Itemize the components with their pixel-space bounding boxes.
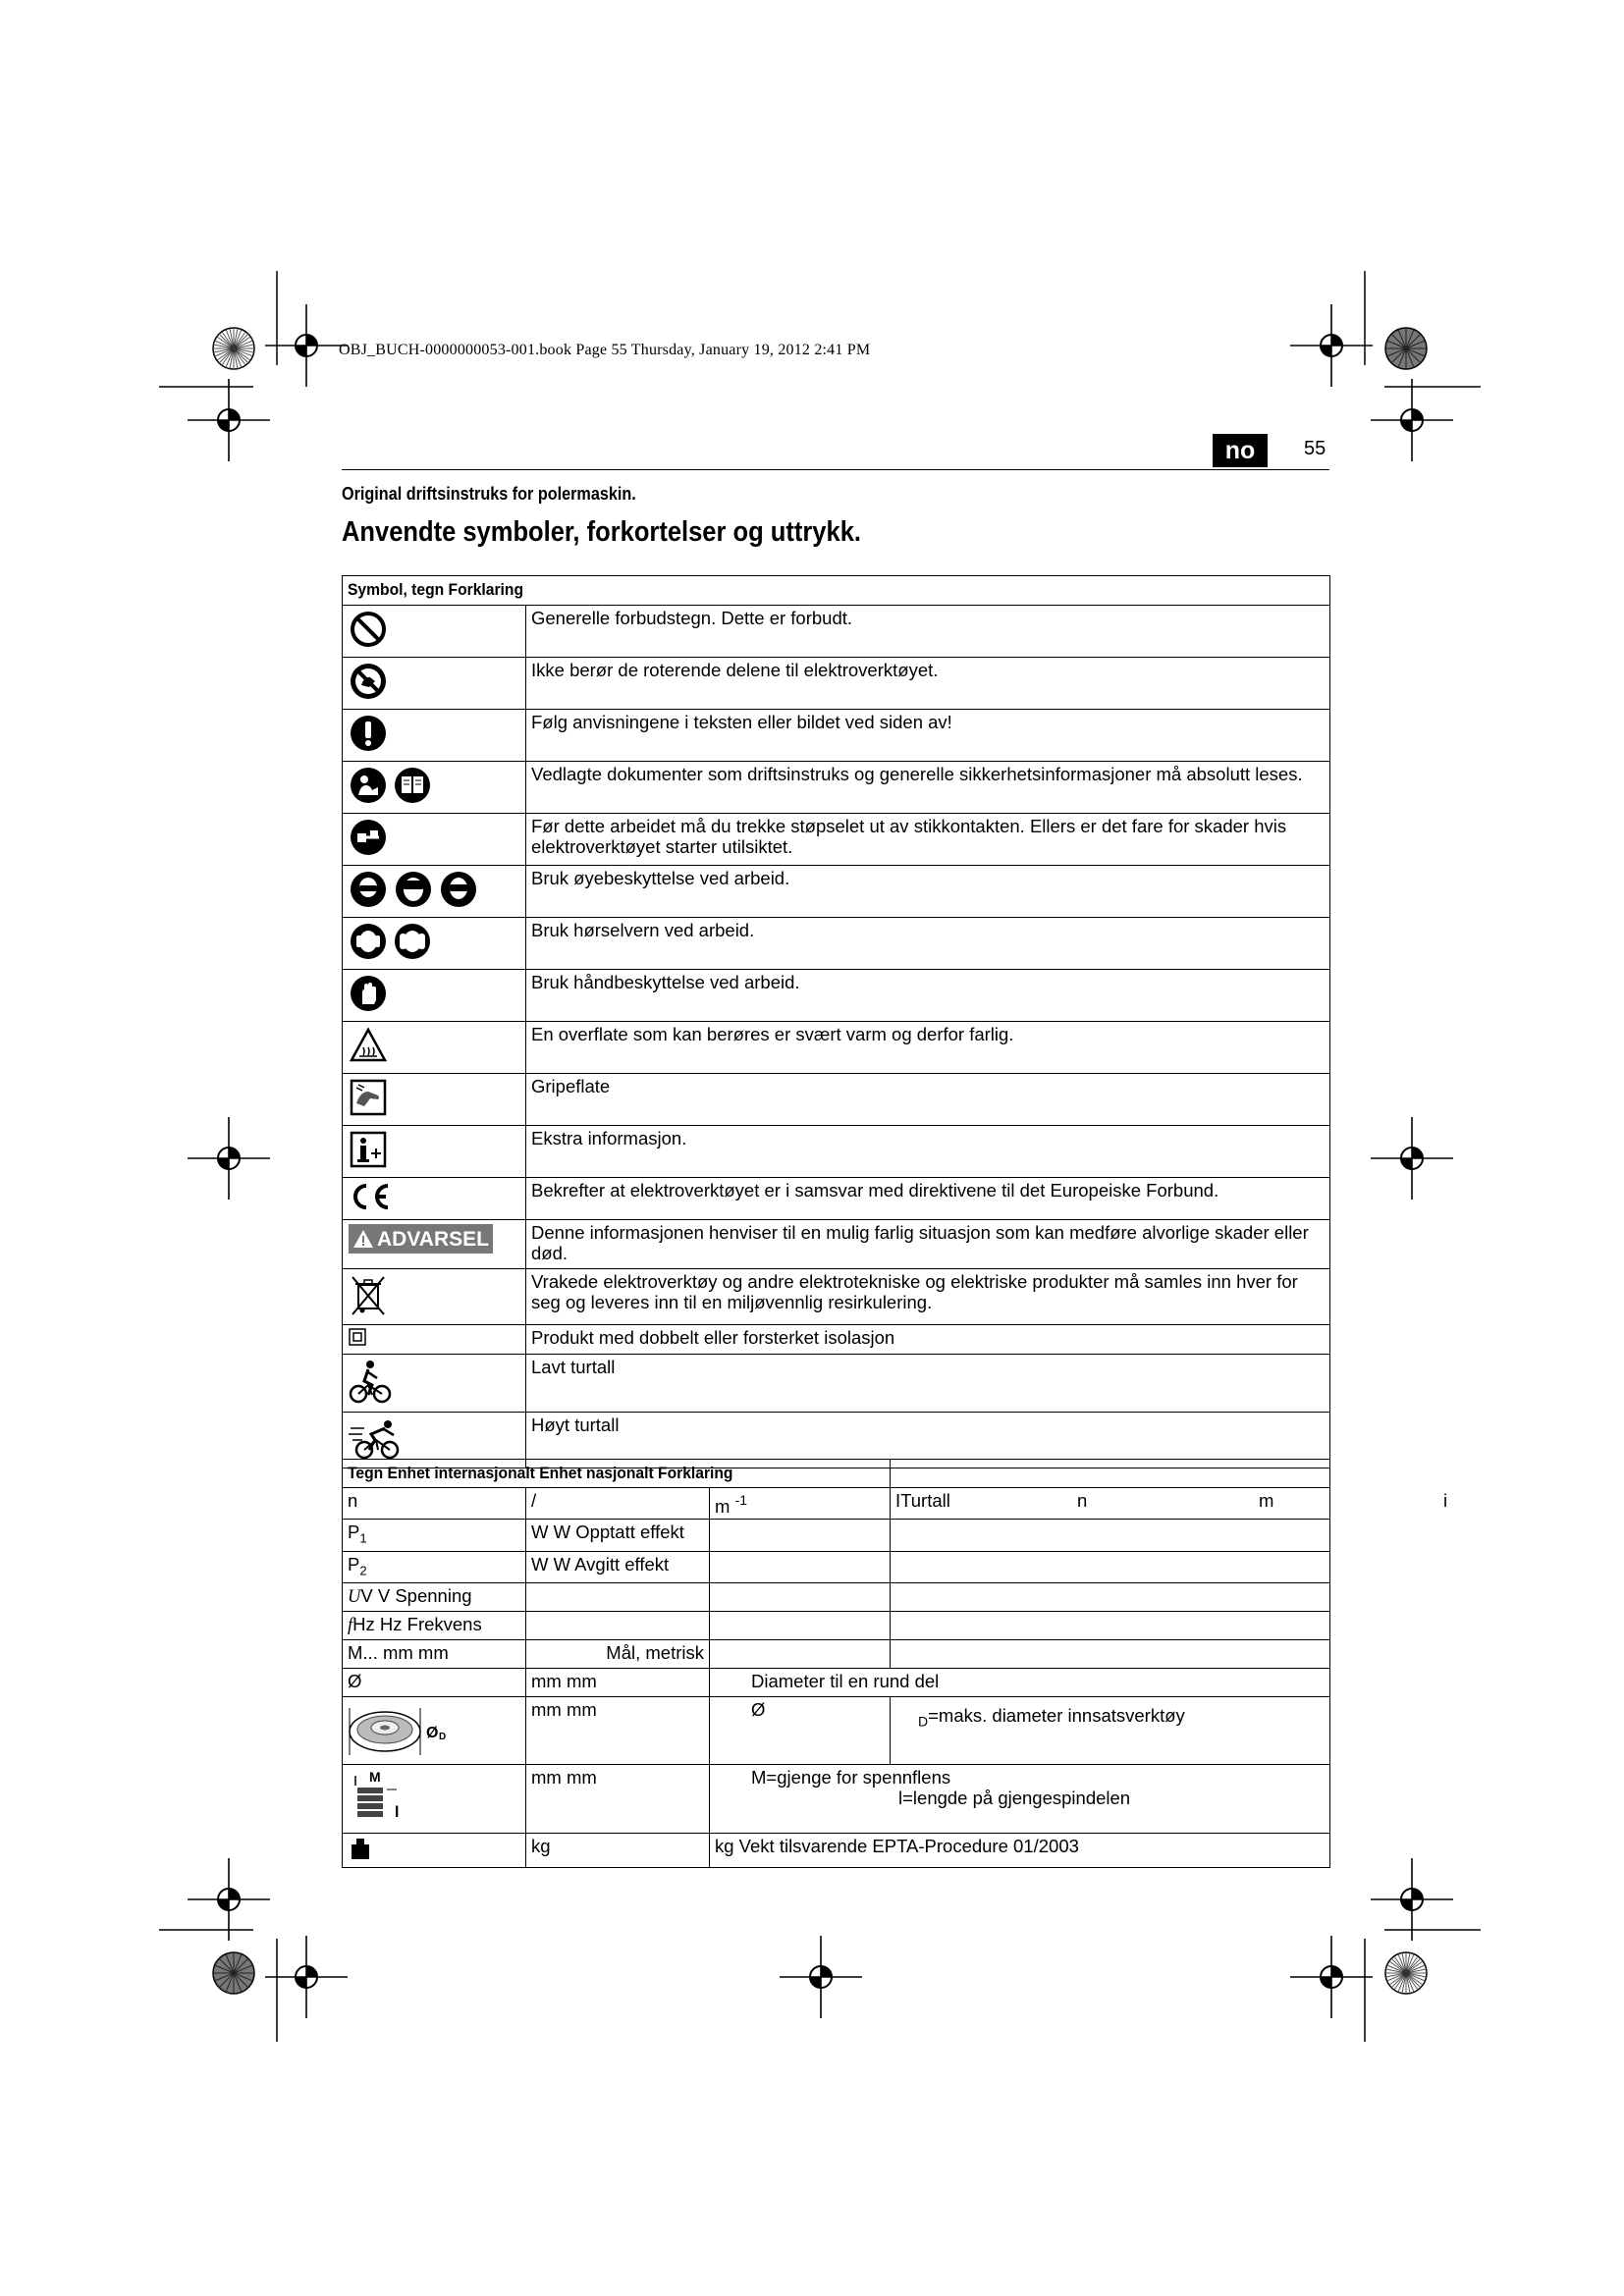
unit-international: W W Avgitt effekt bbox=[526, 1551, 710, 1583]
symbol-cell bbox=[343, 866, 526, 918]
units-table bbox=[342, 1459, 1448, 1868]
symbol-cell bbox=[343, 658, 526, 710]
do-not-touch-rotating-icon bbox=[349, 662, 388, 701]
weight-icon bbox=[348, 1837, 371, 1860]
eye-protection-icons bbox=[349, 870, 481, 909]
symbol-description: Før dette arbeidet må du trekke støpselet ut av stikkontakten. Ellers er det fare for skader hvis elektroverktøyet starter utilsiktet. bbox=[526, 814, 1330, 866]
unit-national: m $^{-1}$ bbox=[710, 1488, 891, 1520]
unit-international: mm mm bbox=[526, 1669, 710, 1697]
symbol-cell bbox=[343, 1178, 526, 1220]
unit-symbol: fHz Hz Frekvens bbox=[343, 1612, 526, 1640]
unplug-icon bbox=[349, 818, 388, 857]
unit-symbol bbox=[343, 1765, 526, 1834]
warning-triangle-icon bbox=[352, 1229, 374, 1249]
svg-text:D: D bbox=[439, 1732, 447, 1743]
symbol-cell bbox=[343, 970, 526, 1022]
grip-surface-icon bbox=[349, 1078, 388, 1117]
read-manual-icons bbox=[349, 766, 437, 805]
unit-symbol: $P_2$ bbox=[343, 1551, 526, 1583]
symbol-cell bbox=[343, 606, 526, 658]
symbol-cell bbox=[343, 814, 526, 866]
hot-surface-icon bbox=[349, 1026, 388, 1065]
thread-length-icon bbox=[348, 1768, 416, 1825]
unit-symbol-diameter: Ø bbox=[710, 1697, 891, 1765]
page-number: 55 bbox=[1304, 438, 1326, 459]
unit-description: Diameter til en rund del bbox=[710, 1669, 1330, 1697]
unit-description: $_D$=maks. diameter innsatsverktøy bbox=[891, 1697, 1330, 1765]
double-insulation-icon bbox=[349, 1328, 366, 1346]
symbol-cell bbox=[343, 710, 526, 762]
svg-text:l: l bbox=[395, 1804, 400, 1822]
unit-international: Mål, metrisk bbox=[526, 1640, 710, 1669]
symbol-cell bbox=[343, 1074, 526, 1126]
ce-mark-icon bbox=[349, 1182, 392, 1211]
unit-international: mm mm bbox=[526, 1765, 710, 1834]
units-table-header: Tegn Enhet internasjonalt Enhet nasjonalt Forklaring bbox=[343, 1460, 891, 1488]
unit-description: ITurtall n m i bbox=[891, 1488, 1330, 1520]
hand-protection-icon bbox=[349, 974, 388, 1013]
warning-label: ADVARSEL bbox=[349, 1224, 493, 1254]
unit-description: M=gjenge for spennflens l=lengde på gjengespindelen bbox=[710, 1765, 1330, 1834]
unit-international: mm mm bbox=[526, 1697, 710, 1765]
symbol-cell bbox=[343, 1325, 526, 1355]
ear-protection-icons bbox=[349, 922, 437, 961]
symbol-description: Lavt turtall bbox=[526, 1355, 1330, 1413]
unit-symbol: Ø bbox=[343, 1669, 526, 1697]
symbol-cell bbox=[343, 1126, 526, 1178]
section-heading: Anvendte symboler, forkortelser og uttrykk. bbox=[342, 516, 861, 548]
grinding-disc-diameter-icon bbox=[348, 1700, 456, 1757]
symbol-description: Bekrefter at elektroverktøyet er i samsvar med direktivene til det Europeiske Forbund. bbox=[526, 1178, 1330, 1220]
unit-international: W W Opptatt effekt bbox=[526, 1520, 710, 1552]
symbol-description: Ikke berør de roterende delene til elektroverktøyet. bbox=[526, 658, 1330, 710]
symbol-description: Gripeflate bbox=[526, 1074, 1330, 1126]
unit-symbol: n bbox=[343, 1488, 526, 1520]
symbol-description: Bruk hørselvern ved arbeid. bbox=[526, 918, 1330, 970]
language-badge: no bbox=[1213, 434, 1268, 467]
unit-description: kg Vekt tilsvarende EPTA-Procedure 01/2003 bbox=[710, 1834, 1330, 1868]
unit-international: / bbox=[526, 1488, 710, 1520]
symbols-table-header: Symbol, tegn Forklaring bbox=[343, 576, 1330, 606]
svg-text:Ø: Ø bbox=[426, 1725, 439, 1742]
symbol-description: Følg anvisningene i teksten eller bildet ved siden av! bbox=[526, 710, 1330, 762]
unit-international: kg bbox=[526, 1834, 710, 1868]
symbol-description: Bruk øyebeskyttelse ved arbeid. bbox=[526, 866, 1330, 918]
symbol-cell bbox=[343, 1269, 526, 1325]
symbol-description: Ekstra informasjon. bbox=[526, 1126, 1330, 1178]
symbol-description: Produkt med dobbelt eller forsterket isolasjon bbox=[526, 1325, 1330, 1355]
svg-text:M: M bbox=[369, 1769, 381, 1786]
info-icon bbox=[349, 1130, 388, 1169]
symbol-cell bbox=[343, 1022, 526, 1074]
symbol-cell bbox=[343, 918, 526, 970]
symbols-table bbox=[342, 575, 1330, 1468]
symbol-description: Høyt turtall bbox=[526, 1413, 1330, 1468]
header-rule bbox=[342, 469, 1329, 470]
symbol-description: Bruk håndbeskyttelse ved arbeid. bbox=[526, 970, 1330, 1022]
symbol-description: Vedlagte dokumenter som driftsinstruks og generelle sikkerhetsinformasjoner må absolutt leses. bbox=[526, 762, 1330, 814]
symbol-cell bbox=[343, 1355, 526, 1413]
unit-symbol bbox=[343, 1834, 526, 1868]
document-subtitle: Original driftsinstruks for polermaskin. bbox=[342, 484, 636, 504]
print-info: OBJ_BUCH-0000000053-001.book Page 55 Thursday, January 19, 2012 2:41 PM bbox=[339, 342, 871, 358]
unit-symbol: $P_1$ bbox=[343, 1520, 526, 1552]
symbol-cell bbox=[343, 1220, 526, 1269]
high-speed-bicycle-icon bbox=[349, 1416, 404, 1460]
prohibition-icon bbox=[349, 610, 388, 649]
symbol-description: Generelle forbudstegn. Dette er forbudt. bbox=[526, 606, 1330, 658]
low-speed-bicycle-icon bbox=[349, 1359, 392, 1404]
exclamation-icon bbox=[349, 714, 388, 753]
symbol-description: Vrakede elektroverktøy og andre elektrotekniske og elektriske produkter må samles inn hver for seg og leveres inn til en miljøvennlig resirkulering. bbox=[526, 1269, 1330, 1325]
symbol-cell bbox=[343, 762, 526, 814]
symbol-description: En overflate som kan berøres er svært varm og derfor farlig. bbox=[526, 1022, 1330, 1074]
unit-symbol: UV V Spenning bbox=[343, 1583, 526, 1612]
unit-symbol bbox=[343, 1697, 526, 1765]
unit-symbol: M... mm mm bbox=[343, 1640, 526, 1669]
weee-bin-icon bbox=[349, 1273, 388, 1316]
symbol-description: Denne informasjonen henviser til en mulig farlig situasjon som kan medføre alvorlige skader eller død. bbox=[526, 1220, 1330, 1269]
